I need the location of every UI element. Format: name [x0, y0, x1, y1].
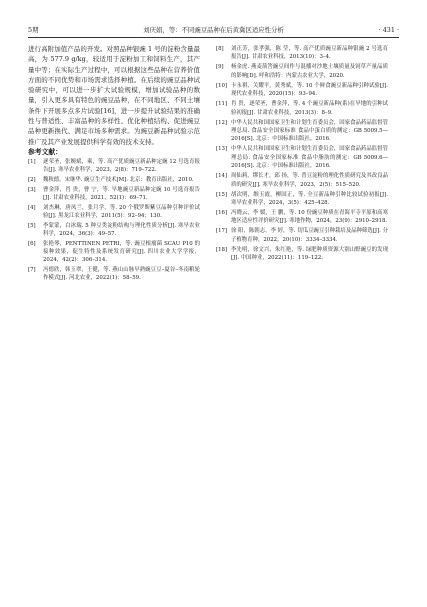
reference-number: [11] — [216, 101, 228, 108]
reference-text: 张艳琴，PENTTINEN PETRI，等. 豌豆根瘤菌 SCAU P10 的接种效果，促生特性及系统发育研究[J]. 四川农业大学学报，2024，42(2)：306–314. — [43, 240, 200, 264]
header-rule — [28, 37, 399, 38]
reference-number: [6] — [28, 240, 36, 247]
reference-list-left — [28, 158, 200, 283]
reference-item — [28, 158, 200, 175]
reference-text: 中华人民共和国国家卫生和计划生育委员会，国家食品药品监督管理总局. 食品安全国家标准 食品中蛋白质的测定：GB 5009.5—2016[S]. 北京：中国标准出版社，2016. — [231, 119, 388, 143]
reference-item — [216, 227, 388, 244]
right-column — [216, 45, 388, 264]
reference-number: [16] — [216, 210, 228, 217]
reference-text: 肖 贵，逐荣圣，曹金萍，等. 4 个豌豆新品种(系)在旱地的引种试验初报[J]. 甘肃农业科技，2013(3)：8–9. — [231, 101, 388, 116]
reference-list-right — [216, 45, 388, 263]
reference-item — [216, 209, 388, 226]
reference-item — [216, 191, 388, 208]
reference-number: [4] — [28, 204, 36, 211]
reference-number: [18] — [216, 246, 228, 253]
reference-text: 李蒙蒙，白冰瑞. 5 种豆类淀粉结构与理化性质分析[J]. 寒旱农业科学，2024，36(3)：49–57. — [43, 222, 200, 237]
reference-number: [10] — [216, 82, 228, 89]
reference-number: [14] — [216, 173, 228, 180]
reference-item — [28, 176, 200, 184]
reference-text: 刘杰琳，唐凤兰，张月学，等. 20 个俄罗斯紫豆品种引种评价试验[J]. 黑龙江农业科学，2011(5)：92–94；130. — [43, 204, 200, 219]
reference-number: [9] — [216, 64, 224, 71]
page-header — [28, 24, 399, 36]
reference-item — [216, 145, 388, 170]
reference-item — [28, 204, 200, 221]
reference-text: 徐 阳，陈朝志，李 婷，等. 切瓜豆豌豆引种栽培及品种筛选[J]. 分子植物育种，2022，20(10)：3334–3334. — [231, 228, 388, 243]
left-column — [28, 44, 200, 284]
reference-number: [13] — [216, 146, 228, 153]
reference-number: [3] — [28, 186, 36, 193]
reference-item — [28, 222, 200, 239]
reference-item — [216, 246, 388, 263]
reference-item — [216, 82, 388, 99]
reference-text: 刘正芳，张孝强，陈 莹，等. 高产优质豌豆新品种银豌 2 号选育报告[J]. 甘肃农业科技，2013(10)：3–4. — [231, 46, 388, 61]
reference-number: [2] — [28, 176, 36, 183]
reference-text: 曹金萍，肖 贵，曹 宁，等. 旱地豌豆新品种定豌 10 号选育报告[J]. 甘肃农业科技，2021，52(1)：69–71. — [43, 186, 200, 201]
running-title: 刘庆娟，等：不同豌豆品种在后黄冀区适应性分析 — [143, 26, 284, 34]
reference-text: 冯德欣，韩玉翠，王健，等. 燕山山脉早熟豌豆豆–夏谷–冬南粮轮作模式[J]. 河北农业，2022(1)：58–59. — [43, 266, 200, 282]
reference-item — [216, 63, 388, 80]
reference-text: 逐荣圣，张婉斌，乘，等. 高产优质豌豆新品种定豌 12 号选育报告[J]. 寒旱农业科学，2023，2(8)：719–722. — [43, 158, 200, 174]
reference-text: 冯晓云，李 媛，王 鹏，等. 10 份豌豆种质在青海平寺平原和高寒地区适应性评价研究[J]. 寒地作物，2024，23(9)：2910–2918. — [231, 210, 388, 225]
reference-text: 中华人民共和国国家卫生和计划生育委员会，国家食品药品监督管理总局. 食品安全国家标准 食品中脂肪的测定：GB 5009.6—2016[S]. 北京：中国标准出版社，2016. — [231, 146, 388, 170]
reference-number: [7] — [28, 266, 36, 273]
reference-number: [12] — [216, 119, 228, 126]
reference-text: 魏秋德，宋继华. 豌豆生产技术[M]. 北京：教育出版社，2010. — [43, 176, 194, 183]
reference-text: 李先明，徐文兴，朱红艳，等. 绿肥种质资源大别山野豌豆的发现[J]. 中国种业，2022(11)：119–122. — [231, 246, 388, 262]
conclusion-paragraph: 进行高附加值产品的开发。对照品种银豌 1 号的淀粉含量最高，为 577.9 g/kg，较适用于淀粉加工和饲料生产，其产量中等；在实际生产过程中，可以根据这些品种在营养价值方面的不同优势和市场需求选择种植。在后续的豌豆品种试验研究中，可以进一步扩大试验规模，增加试验品种的数量，引入更多具有特色的豌豆品种，在不同地区、不同土壤条件下开展多点多片试验[16]，进一步提升试验结果的准确性与普适性、丰富品种的多样性、优化种植结构、促进豌豆品种更新换代、满足市场多种需求。为豌豆新品种试验示范推广及其产业发展提供科学有效的技术支持。 — [28, 45, 200, 146]
reference-item — [216, 45, 388, 62]
reference-number: [17] — [216, 228, 228, 235]
references-heading: 参考文献： — [28, 147, 62, 156]
reference-item — [28, 266, 200, 283]
reference-item — [28, 240, 200, 265]
reference-text: 杨金虎. 燕麦箭筈豌豆间作与混播对沙地土壤质量及饲草产量品质的影响[D]. 呼和浩特：内蒙古农业大学，2020. — [231, 64, 388, 79]
reference-text: 周仙莉，缪长才，邱 扬，等. 普豆淀粉的理化性质研究及其改良品质的研究[J]. 寒旱农业科学，2023，2(5)：515–520. — [231, 173, 388, 188]
reference-item — [28, 186, 200, 203]
reference-item — [216, 172, 388, 189]
page-number: · 431 · — [378, 26, 399, 34]
reference-number: [5] — [28, 222, 36, 229]
reference-item — [216, 100, 388, 117]
reference-text: 卡永祺，关耀平，黄秀斌，等. 10 个鲜食豌豆新品种引种试验[J]. 现代农业科技，2020(15)：93–94. — [231, 82, 388, 98]
reference-text: 胡次明，缑玉霞，柳国正，等. 全豆新品种引种比较试验初报[J]. 寒旱农业科学，2024，3(5)：425–428. — [231, 191, 388, 207]
reference-number: [8] — [216, 46, 224, 52]
issue-number: 5期 — [28, 26, 39, 34]
reference-number: [1] — [28, 158, 36, 165]
reference-number: [15] — [216, 191, 228, 198]
reference-item — [216, 119, 388, 144]
